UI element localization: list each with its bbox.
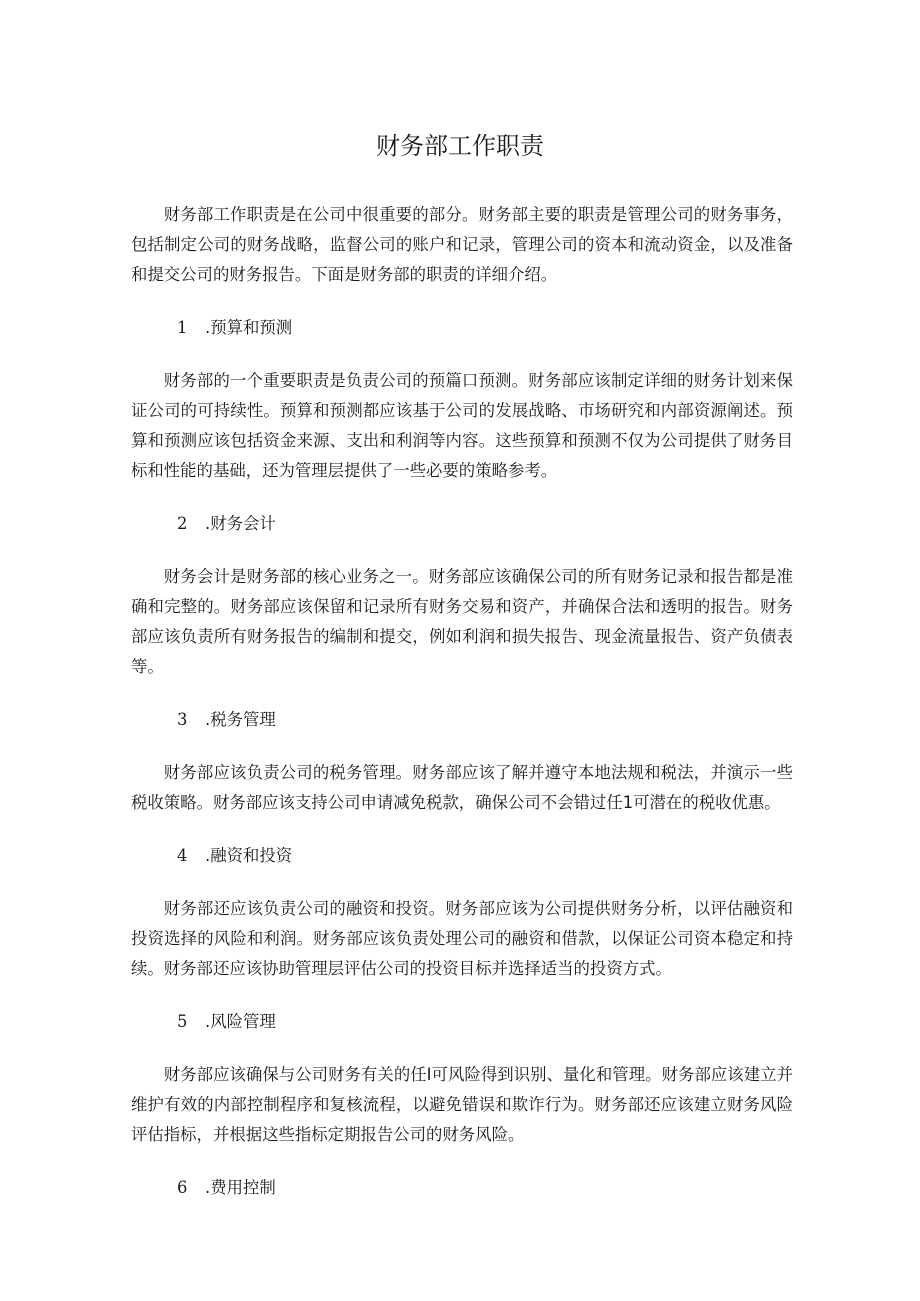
section-number: 4 [177, 846, 188, 865]
section-number: 5 [177, 1012, 188, 1031]
section-heading-text: .融资和投资 [205, 846, 293, 865]
section-body-2: 财务会计是财务部的核心业务之一。财务部应该确保公司的所有财务记录和报告都是准确和完整的。财务部应该保留和记录所有财务交易和资产，并确保合法和透明的报告。财务部应该负责所有财务报告的编制和提交，例如利润和损失报告、现金流量报告、资产负债表等。 [131, 567, 793, 676]
section-heading-2 [131, 509, 793, 539]
document-body [131, 200, 793, 1203]
section-body-3: 财务部应该负责公司的税务管理。财务部应该了解并遵守本地法规和税法，并演示一些税收策略。财务部应该支持公司申请减免税款，确保公司不会错过任1可潜在的税收优惠。 [131, 763, 793, 812]
section-heading-text: .税务管理 [205, 710, 276, 729]
section-heading-4 [131, 841, 793, 871]
intro-paragraph: 财务部工作职责是在公司中很重要的部分。财务部主要的职责是管理公司的财务事务，包括制定公司的财务战略，监督公司的账户和记录，管理公司的资本和流动资金，以及准备和提交公司的财务报告。下面是财务部的职责的详细介绍。 [131, 205, 793, 284]
section-number: 1 [177, 318, 188, 337]
section-number: 3 [177, 710, 188, 729]
section-number: 2 [177, 514, 188, 533]
section-body-5: 财务部应该确保与公司财务有关的任I可风险得到识别、量化和管理。财务部应该建立并维护有效的内部控制程序和复核流程，以避免错误和欺诈行为。财务部还应该建立财务风险评估指标，并根据这些指标定期报告公司的财务风险。 [131, 1065, 793, 1144]
section-body-4: 财务部还应该负责公司的融资和投资。财务部应该为公司提供财务分析，以评估融资和投资选择的风险和利润。财务部应该负责处理公司的融资和借款，以保证公司资本稳定和持续。财务部还应该协助管理层评估公司的投资目标并选择适当的投资方式。 [131, 899, 793, 978]
section-heading-6 [131, 1173, 793, 1203]
section-number: 6 [177, 1178, 188, 1197]
document-title: 财务部工作职责 [376, 132, 544, 160]
section-heading-text: .预算和预测 [205, 318, 293, 337]
section-heading-3 [131, 705, 793, 735]
section-heading-text: .费用控制 [205, 1178, 276, 1197]
section-heading-text: .风险管理 [205, 1012, 276, 1031]
section-heading-1 [131, 313, 793, 343]
section-body-1: 财务部的一个重要职责是负责公司的预篇口预测。财务部应该制定详细的财务计划来保证公司的可持续性。预算和预测都应该基于公司的发展战略、市场研究和内部资源阐述。预算和预测应该包括资金来源、支出和利润等内容。这些预算和预测不仅为公司提供了财务目标和性能的基础，还为管理层提供了一些必要的策略参考。 [131, 371, 793, 480]
section-heading-text: .财务会计 [205, 514, 276, 533]
section-heading-5 [131, 1007, 793, 1037]
